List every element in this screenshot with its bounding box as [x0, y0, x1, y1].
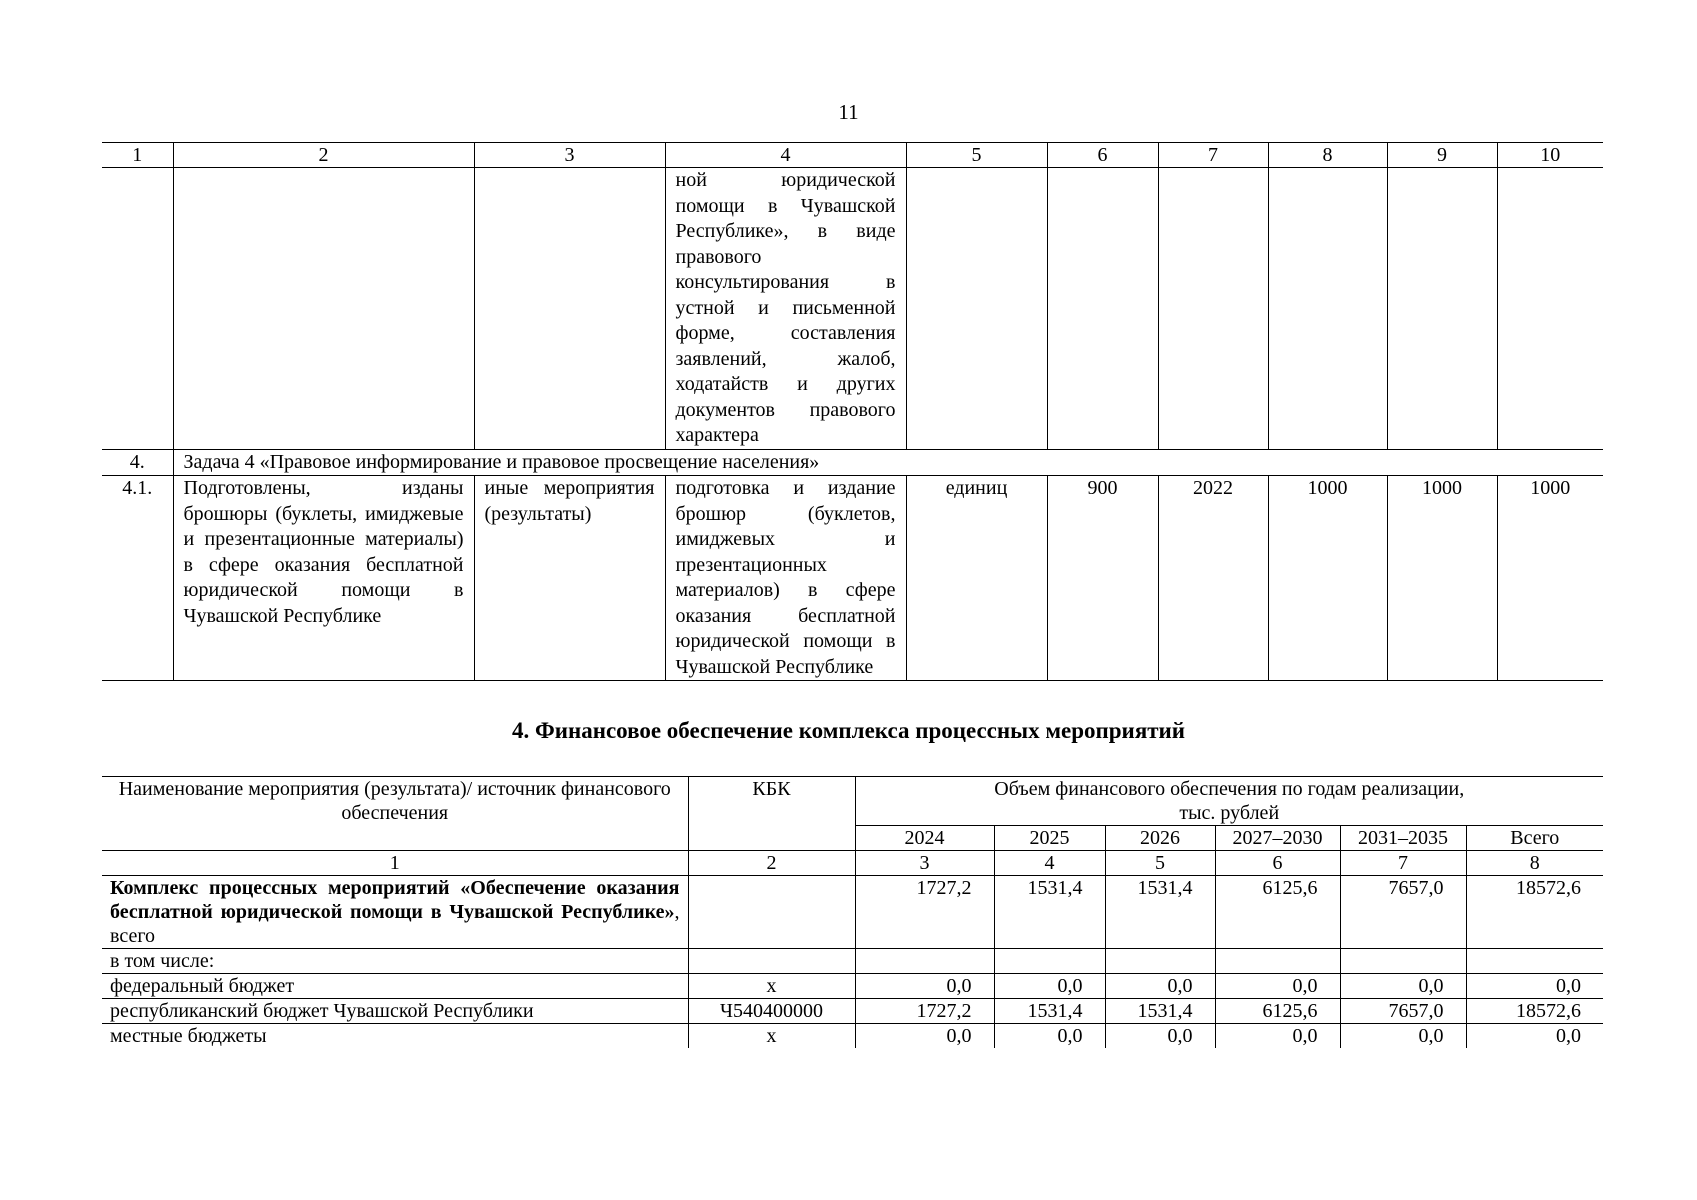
amount-cell: 7657,0	[1340, 999, 1466, 1024]
column-number: 1	[102, 851, 688, 876]
funding-source-row	[102, 999, 1603, 1024]
year-header: 2025	[994, 826, 1105, 851]
item-result: Подготовлены, изданы брошюры (буклеты, имиджевые и презентационные материалы) в сфере оказания бесплатной юридической помощи в Чувашской Республике	[173, 476, 474, 681]
funding-source-row	[102, 1024, 1603, 1049]
item-value: 2022	[1158, 476, 1268, 681]
item-number: 4.1.	[102, 476, 173, 681]
header-name: Наименование мероприятия (результата)/ источник финансового обеспечения	[102, 777, 688, 851]
amount-cell: 0,0	[1340, 1024, 1466, 1049]
amount-cell: 0,0	[1215, 1024, 1340, 1049]
task-row	[102, 449, 1603, 476]
column-number: 2	[688, 851, 855, 876]
amount-cell: 6125,6	[1215, 999, 1340, 1024]
source-name: федеральный бюджет	[102, 974, 688, 999]
column-number: 4	[994, 851, 1105, 876]
year-header: Всего	[1466, 826, 1603, 851]
column-number-row	[102, 143, 1603, 168]
complex-name	[102, 876, 688, 949]
amount-cell: 18572,6	[1466, 999, 1603, 1024]
year-header: 2027–2030	[1215, 826, 1340, 851]
amount-cell: 1531,4	[994, 999, 1105, 1024]
amount-cell: 0,0	[1466, 1024, 1603, 1049]
column-number: 4	[665, 143, 906, 168]
amount-cell: 0,0	[1105, 1024, 1215, 1049]
source-kbk: х	[688, 1024, 855, 1049]
column-number: 5	[906, 143, 1047, 168]
header-row	[102, 777, 1603, 826]
column-number: 10	[1497, 143, 1603, 168]
column-number: 3	[474, 143, 665, 168]
column-number: 5	[1105, 851, 1215, 876]
source-kbk: х	[688, 974, 855, 999]
column-number: 8	[1268, 143, 1387, 168]
amount-cell: 6125,6	[1215, 876, 1340, 949]
column-number: 2	[173, 143, 474, 168]
section-title: 4. Финансовое обеспечение комплекса процессных мероприятий	[511, 718, 1186, 743]
task-number: 4.	[102, 449, 173, 476]
amount-cell: 0,0	[855, 1024, 994, 1049]
item-unit: единиц	[906, 476, 1047, 681]
header-kbk: КБК	[688, 777, 855, 851]
amount-cell: 1531,4	[1105, 999, 1215, 1024]
page-number: 11	[838, 100, 859, 124]
task-title: Задача 4 «Правовое информирование и правовое просвещение населения»	[173, 449, 1603, 476]
amount-cell: 0,0	[1466, 974, 1603, 999]
item-value: 1000	[1497, 476, 1603, 681]
column-number: 6	[1047, 143, 1158, 168]
amount-cell: 0,0	[1340, 974, 1466, 999]
including-label: в том числе:	[102, 949, 688, 974]
column-number: 8	[1466, 851, 1603, 876]
amount-cell: 0,0	[855, 974, 994, 999]
item-row	[102, 476, 1603, 681]
source-name: республиканский бюджет Чувашской Республики	[102, 999, 688, 1024]
amount-cell: 0,0	[994, 1024, 1105, 1049]
item-value: 1000	[1387, 476, 1497, 681]
financing-table	[102, 776, 1603, 1048]
including-row	[102, 949, 1603, 974]
source-name: местные бюджеты	[102, 1024, 688, 1049]
amount-cell: 7657,0	[1340, 876, 1466, 949]
amount-cell: 1727,2	[855, 876, 994, 949]
column-number-row	[102, 851, 1603, 876]
complex-name-tail: , всего	[110, 901, 680, 947]
amount-cell: 1531,4	[994, 876, 1105, 949]
complex-total-row	[102, 876, 1603, 949]
item-description: подготовка и издание брошюр (буклетов, имиджевых и презентационных материалов) в сфере оказания бесплатной юридической помощи в Чувашской Республике	[665, 476, 906, 681]
funding-source-row	[102, 974, 1603, 999]
item-value: 900	[1047, 476, 1158, 681]
column-number: 7	[1340, 851, 1466, 876]
amount-cell: 1531,4	[1105, 876, 1215, 949]
column-number: 1	[102, 143, 173, 168]
year-header: 2031–2035	[1340, 826, 1466, 851]
complex-name-bold: Комплекс процессных мероприятий «Обеспечение оказания бесплатной юридической помощи в Чувашской Республике»	[110, 877, 680, 923]
column-number: 9	[1387, 143, 1497, 168]
item-type: иные мероприятия (результаты)	[474, 476, 665, 681]
complex-kbk	[688, 876, 855, 949]
continuation-row	[102, 168, 1603, 450]
amount-cell: 0,0	[994, 974, 1105, 999]
year-header: 2024	[855, 826, 994, 851]
amount-cell: 1727,2	[855, 999, 994, 1024]
amount-cell: 18572,6	[1466, 876, 1603, 949]
column-number: 6	[1215, 851, 1340, 876]
column-number: 3	[855, 851, 994, 876]
header-volume: Объем финансового обеспечения по годам реализации, тыс. рублей	[855, 777, 1603, 826]
indicators-table	[102, 142, 1603, 681]
column-number: 7	[1158, 143, 1268, 168]
item-value: 1000	[1268, 476, 1387, 681]
amount-cell: 0,0	[1105, 974, 1215, 999]
source-kbk: Ч540400000	[688, 999, 855, 1024]
continued-description: ной юридической помощи в Чувашской Республике», в виде правового консультирования в устной и письменной форме, составления заявлений, жалоб, ходатайств и других документов правового характера	[665, 168, 906, 450]
amount-cell: 0,0	[1215, 974, 1340, 999]
year-header: 2026	[1105, 826, 1215, 851]
